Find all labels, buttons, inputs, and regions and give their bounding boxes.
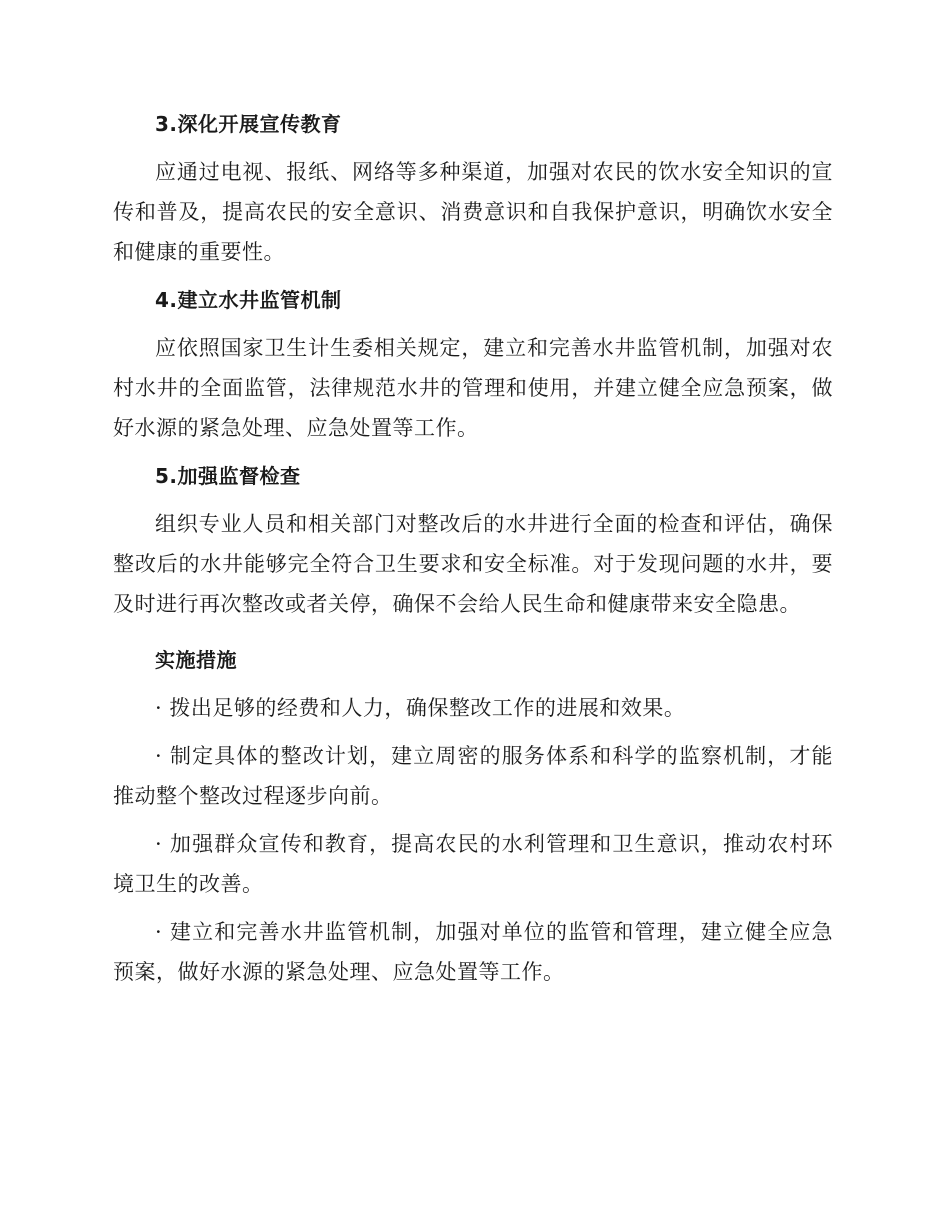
bullet-item: · 建立和完善水井监管机制，加强对单位的监管和管理，建立健全应急预案，做好水源的紧急处理、应急处置等工作。 — [113, 920, 833, 984]
section-heading-4: 4.建立水井监管机制 — [155, 288, 342, 312]
section-paragraph: 组织专业人员和相关部门对整改后的水井进行全面的检查和评估，确保整改后的水井能够完全符合卫生要求和安全标准。对于发现问题的水井，要及时进行再次整改或者关停，确保不会给人民生命和健康带来安全隐患。 — [113, 512, 833, 616]
bullet-item: · 加强群众宣传和教育，提高农民的水利管理和卫生意识，推动农村环境卫生的改善。 — [113, 832, 833, 896]
section-paragraph: 应通过电视、报纸、网络等多种渠道，加强对农民的饮水安全知识的宣传和普及，提高农民的安全意识、消费意识和自我保护意识，明确饮水安全和健康的重要性。 — [113, 160, 833, 264]
section-paragraph: 应依照国家卫生计生委相关规定，建立和完善水井监管机制，加强对农村水井的全面监管，法律规范水井的管理和使用，并建立健全应急预案，做好水源的紧急处理、应急处置等工作。 — [113, 336, 833, 440]
document-page — [113, 104, 833, 1000]
section-heading-3: 3.深化开展宣传教育 — [155, 112, 342, 136]
section-heading-5: 5.加强监督检查 — [155, 464, 301, 488]
section-heading-measures: 实施措施 — [155, 648, 237, 672]
bullet-item: · 拨出足够的经费和人力，确保整改工作的进展和效果。 — [155, 696, 686, 720]
bullet-item: · 制定具体的整改计划，建立周密的服务体系和科学的监察机制，才能推动整个整改过程逐步向前。 — [113, 744, 833, 808]
